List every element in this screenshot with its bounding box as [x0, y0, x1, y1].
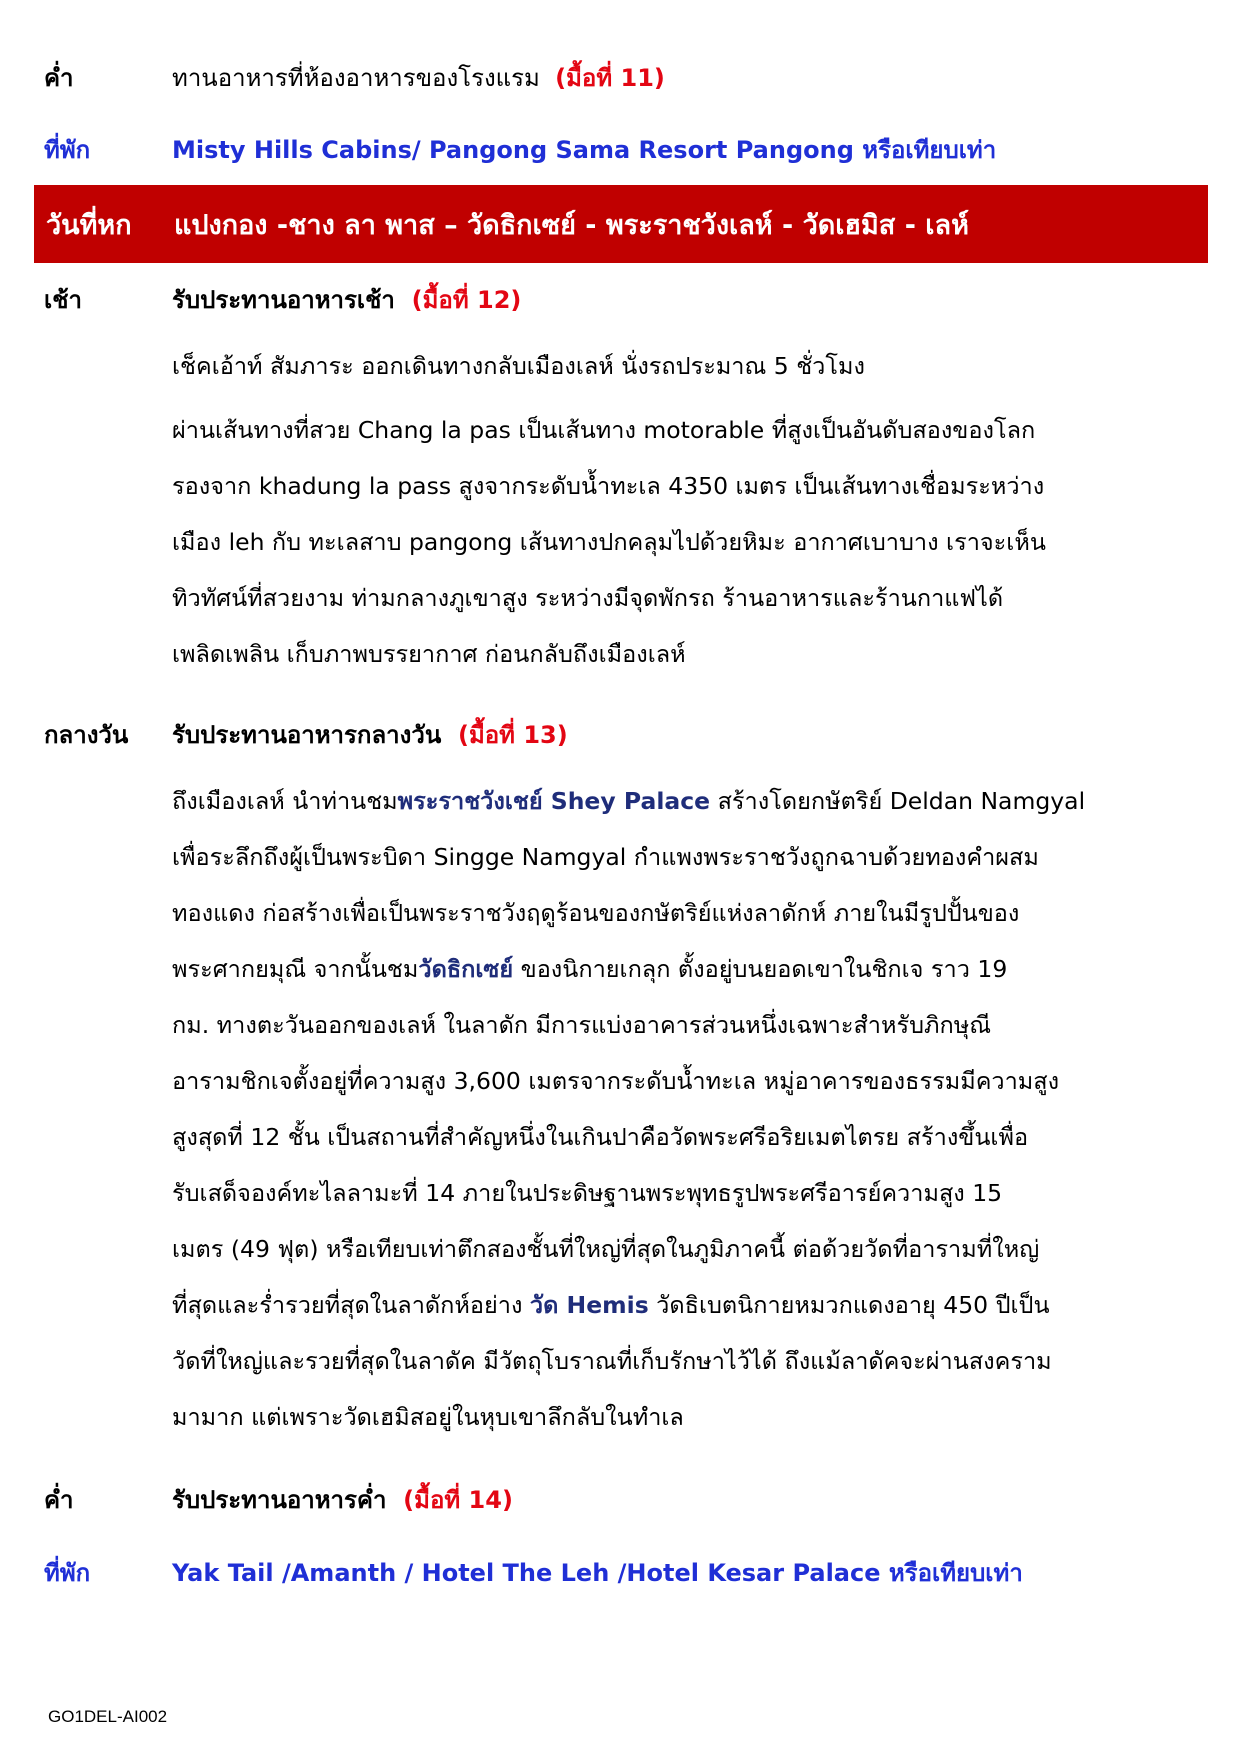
lunch-label: กลางวัน [44, 721, 129, 749]
breakfast-label: เช้า [44, 286, 82, 314]
sight-line: อารามชิกเจตั้งอยู่ที่ความสูง 3,600 เมตรจากระดับน้ำทะเล หมู่อาคารของธรรมมีความสูง [172, 1067, 1060, 1095]
sight-text: ที่สุดและร่ำรวยที่สุดในลาดักห์อย่าง [172, 1291, 530, 1319]
dinner-text: ทานอาหารที่ห้องอาหารของโรงแรม [172, 64, 540, 92]
stay2-label: ที่พัก [44, 1559, 91, 1587]
evening-text: รับประทานอาหารค่ำ [172, 1486, 387, 1514]
route-paragraph [172, 402, 1192, 682]
route-line: รองจาก khadung la pass สูงจากระดับน้ำทะเล 4350 เมตร เป็นเส้นทางเชื่อมระหว่าง [172, 472, 1045, 500]
sight-text: สร้างโดยกษัตริย์ Deldan Namgyal [710, 787, 1086, 815]
breakfast-meal: (มื้อที่ 12) [411, 286, 522, 314]
sight-text: วัดธิเบตนิกายหมวกแดงอายุ 450 ปีเป็น [648, 1291, 1050, 1319]
sight-text: ถึงเมืองเลห์ นำท่านชม [172, 787, 398, 815]
sight-line: รับเสด็จองค์ทะไลลามะที่ 14 ภายในประดิษฐานพระพุทธรูปพระศรีอารย์ความสูง 15 [172, 1179, 1003, 1207]
sight-line: วัดที่ใหญ่และรวยที่สุดในลาดัค มีวัตถุโบราณที่เก็บรักษาไว้ได้ ถึงแม้ลาดัคจะผ่านสงคราม [172, 1347, 1052, 1375]
sight-line: เมตร (49 ฟุต) หรือเทียบเท่าตึกสองชั้นที่ใหญ่ที่สุดในภูมิภาคนี้ ต่อด้วยวัดที่อารามที่ใหญ่ [172, 1235, 1040, 1263]
sight-text: ของนิกายเกลุก ตั้งอยู่บนยอดเขาในชิกเจ ราว 19 [513, 955, 1008, 983]
breakfast-row [44, 280, 1204, 319]
stay-text: Misty Hills Cabins/ Pangong Sama Resort Pangong หรือเทียบเท่า [172, 136, 997, 164]
day-header-bar [34, 185, 1208, 263]
lunch-row [44, 715, 1204, 754]
lunch-text: รับประทานอาหารกลางวัน [172, 721, 442, 749]
evening-text-wrap [172, 1480, 1204, 1519]
checkout-text: เช็คเอ้าท์ สัมภาระ ออกเดินทางกลับเมืองเลห์ นั่งรถประมาณ 5 ชั่วโมง [172, 352, 865, 380]
hemis-name: วัด Hemis [529, 1291, 649, 1319]
dinner-row [44, 58, 1204, 97]
dinner-label: ค่ำ [44, 64, 74, 92]
sightseeing-paragraph [172, 773, 1192, 1445]
thiksey-name: วัดธิกเซย์ [418, 955, 514, 983]
dinner-text-wrap [172, 58, 1204, 97]
route-line: เพลิดเพลิน เก็บภาพบรรยากาศ ก่อนกลับถึงเมืองเลห์ [172, 640, 686, 668]
evening-label: ค่ำ [44, 1486, 74, 1514]
sight-line [172, 1277, 1192, 1333]
sight-line: ทองแดง ก่อสร้างเพื่อเป็นพระราชวังฤดูร้อนของกษัตริย์แห่งลาดักห์ ภายในมีรูปปั้นของ [172, 899, 1020, 927]
sight-line: กม. ทางตะวันออกของเลห์ ในลาดัก มีการแบ่งอาคารส่วนหนึ่งเฉพาะสำหรับภิกษุณี [172, 1011, 992, 1039]
sight-line: สูงสุดที่ 12 ชั้น เป็นสถานที่สำคัญหนึ่งในเกินปาคือวัดพระศรีอริยเมตไตรย สร้างขึ้นเพื่อ [172, 1123, 1029, 1151]
sight-line: มามาก แต่เพราะวัดเฮมิสอยู่ในหุบเขาลึกลับในทำเล [172, 1403, 684, 1431]
route-line: เมือง leh กับ ทะเลสาบ pangong เส้นทางปกคลุมไปด้วยหิมะ อากาศเบาบาง เราจะเห็น [172, 528, 1046, 556]
evening-row [44, 1480, 1204, 1519]
day-label: วันที่หก [46, 209, 132, 241]
breakfast-text-wrap [172, 280, 1204, 319]
stay-label: ที่พัก [44, 136, 91, 164]
checkout-paragraph [172, 338, 1192, 394]
lunch-meal: (มื้อที่ 13) [457, 721, 568, 749]
lunch-text-wrap [172, 715, 1204, 754]
stay2-row [44, 1553, 1204, 1592]
sight-line [172, 773, 1192, 829]
sight-line [172, 941, 1192, 997]
sight-text: พระศากยมุณี จากนั้นชม [172, 955, 419, 983]
sight-line: เพื่อระลึกถึงผู้เป็นพระบิดา Singge Namgyal กำแพงพระราชวังถูกฉาบด้วยทองคำผสม [172, 843, 1039, 871]
stay2-text: Yak Tail /Amanth / Hotel The Leh /Hotel Kesar Palace หรือเทียบเท่า [172, 1559, 1023, 1587]
day-title: แปงกอง -ชาง ลา พาส – วัดธิกเซย์ - พระราชวังเลห์ - วัดเฮมิส - เลห์ [174, 209, 969, 241]
route-line: ทิวทัศน์ที่สวยงาม ท่ามกลางภูเขาสูง ระหว่างมีจุดพักรถ ร้านอาหารและร้านกาแฟได้ [172, 584, 1004, 612]
breakfast-text: รับประทานอาหารเช้า [172, 286, 395, 314]
shey-palace-name: พระราชวังเชย์ Shey Palace [397, 787, 711, 815]
route-line: ผ่านเส้นทางที่สวย Chang la pas เป็นเส้นทาง motorable ที่สูงเป็นอันดับสองของโลก [172, 416, 1036, 444]
document-code: GO1DEL-AI002 [48, 1707, 168, 1726]
stay-row [44, 130, 1204, 169]
dinner-meal: (มื้อที่ 11) [555, 64, 665, 92]
evening-meal: (มื้อที่ 14) [403, 1486, 513, 1514]
